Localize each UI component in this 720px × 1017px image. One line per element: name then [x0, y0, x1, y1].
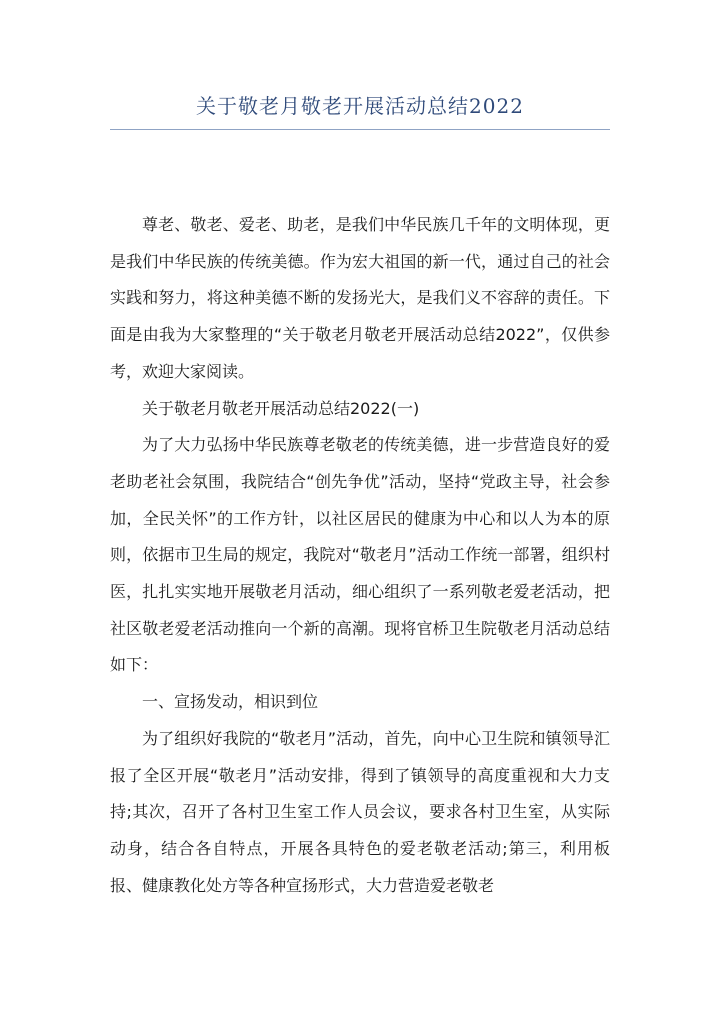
document-body	[110, 207, 610, 904]
title-divider	[110, 129, 610, 130]
document-title: 关于敬老月敬老开展活动总结2022	[196, 94, 524, 118]
intro-paragraph: 尊老、敬老、爱老、助老，是我们中华民族几千年的文明体现，更是我们中华民族的传统美德。作为宏大祖国的新一代，通过自己的社会实践和努力，将这种美德不断的发扬光大，是我们义不容辞的责任。下面是由我为大家整理的“关于敬老月敬老开展活动总结2022”，仅供参考，欢迎大家阅读。	[110, 215, 610, 381]
body-paragraph: 为了组织好我院的“敬老月”活动，首先，向中心卫生院和镇领导汇报了全区开展“敬老月”活动安排，得到了镇领导的高度重视和大力支持;其次，召开了各村卫生室工作人员会议，要求各村卫生室，从实际动身，结合各自特点，开展各具特色的爱老敬老活动;第三，利用板报、健康教化处方等各种宣扬形式，大力营造爱老敬老	[110, 728, 610, 895]
subsection-heading: 一、宣扬发动，相识到位	[142, 692, 319, 712]
body-paragraph: 为了大力弘扬中华民族尊老敬老的传统美德，进一步营造良好的爱老助老社会氛围，我院结合“创先争优”活动，坚持“党政主导，社会参加，全民关怀”的工作方针，以社区居民的健康为中心和以人为本的原则，依据市卫生局的规定，我院对“敬老月”活动工作统一部署，组织村医，扎扎实实地开展敬老月活动，细心组织了一系列敬老爱老活动，把社区敬老爱老活动推向一个新的高潮。现将官桥卫生院敬老月活动总结如下：	[110, 435, 610, 675]
section-heading: 关于敬老月敬老开展活动总结2022(一)	[142, 398, 420, 418]
